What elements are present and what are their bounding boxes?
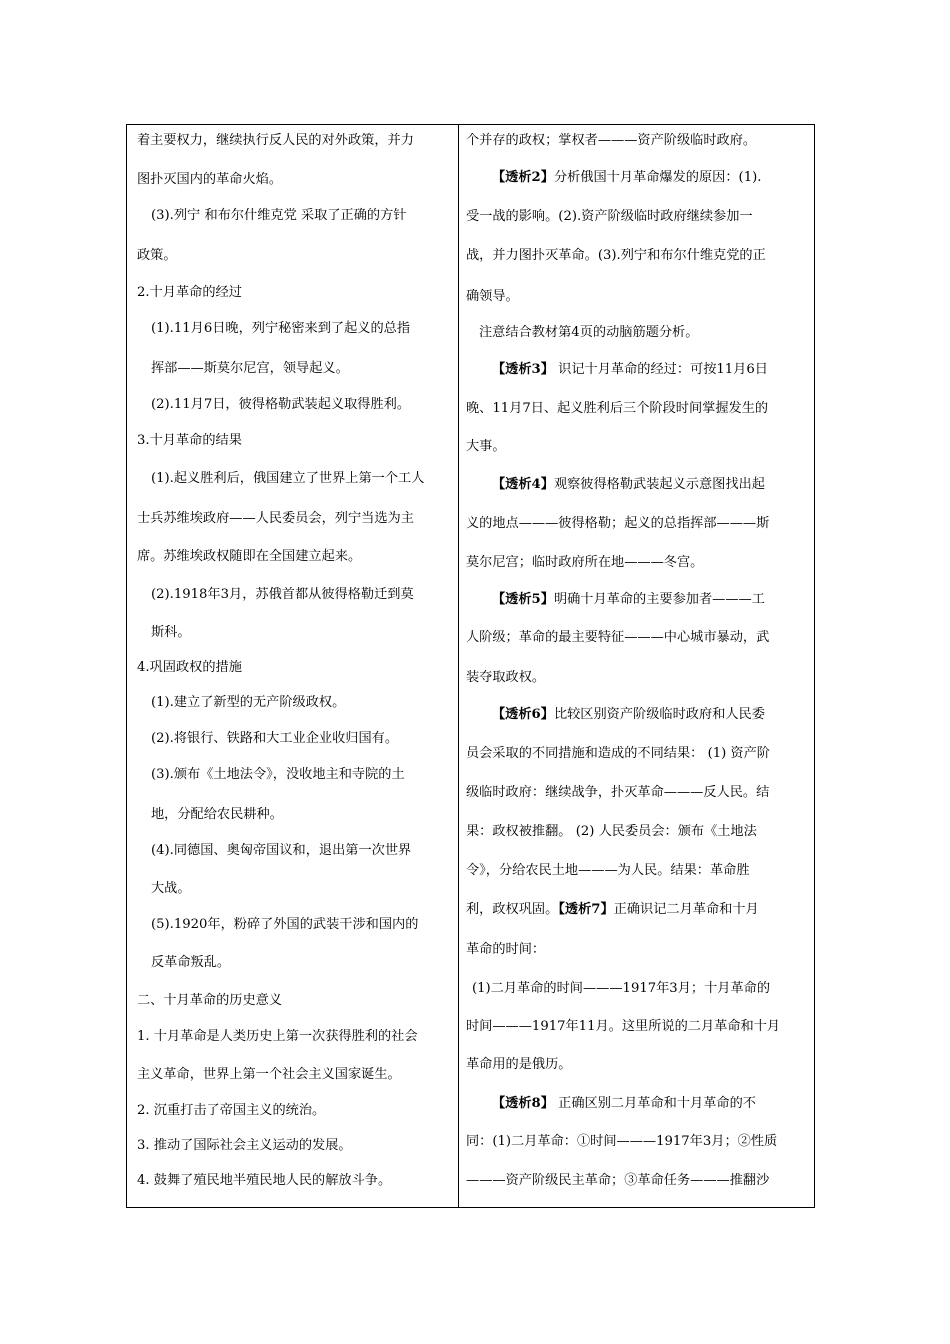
right-line — [492, 1096, 756, 1112]
right-line — [466, 209, 753, 225]
right-line — [466, 401, 768, 417]
left-line — [151, 917, 418, 933]
left-line — [151, 731, 398, 747]
line-text: (5).1920年，粉碎了外国的武装干涉和国内的 — [151, 917, 419, 932]
right-line — [466, 516, 769, 532]
line-text: 利，政权巩固。 — [466, 902, 559, 917]
line-text: 果：政权被推翻。 (2) 人民委员会：颁布《土地法 — [466, 824, 757, 839]
right-line — [492, 170, 761, 186]
line-text: 时间———1917年11月。这里所说的二月革命和十月 — [466, 1019, 781, 1034]
line-text: 受一战的影响。(2).资产阶级临时政府继续参加一 — [466, 209, 753, 224]
right-line — [466, 630, 769, 646]
right-line — [466, 824, 757, 840]
line-text: (3).列宁 和布尔什维克党 采取了正确的方针 — [151, 208, 407, 223]
left-line — [151, 208, 406, 224]
left-line — [137, 1067, 401, 1083]
right-line — [466, 1057, 572, 1073]
analysis-label: 【透析8】 — [492, 1096, 554, 1111]
line-text: 级临时政府：继续战争，扑灭革命———反人民。结 — [466, 785, 770, 800]
analysis-label: 【透析7】 — [558, 902, 614, 917]
line-text: 装夺取政权。 — [466, 670, 546, 685]
line-text: 主义革命，世界上第一个社会主义国家诞生。 — [137, 1067, 401, 1082]
left-line — [151, 843, 411, 859]
left-line — [137, 1029, 418, 1045]
left-line — [137, 549, 361, 565]
line-text: 着主要权力，继续执行反人民的对外政策，并力 — [137, 133, 414, 148]
line-text: 士兵苏维埃政府——人民委员会，列宁当选为主 — [137, 511, 414, 526]
left-line — [151, 625, 191, 641]
right-line — [466, 1173, 769, 1189]
line-text: 注意结合教材第4页的动脑筋题分析。 — [479, 325, 699, 340]
line-text: ———资产阶级民主革命；③革命任务———推翻沙 — [466, 1173, 770, 1188]
line-text: 3.十月革命的结果 — [137, 433, 242, 448]
right-line — [492, 362, 768, 378]
analysis-label: 【透析2】 — [492, 170, 554, 185]
line-text: 4.巩固政权的措施 — [137, 660, 242, 675]
line-text: 比较区别资产阶级临时政府和人民委 — [553, 707, 765, 722]
left-line — [137, 660, 242, 676]
right-line — [466, 289, 519, 305]
line-text: 政策。 — [137, 248, 177, 263]
left-line — [137, 993, 282, 1009]
right-line — [466, 439, 506, 455]
line-text: 席。苏维埃政权随即在全国建立起来。 — [137, 549, 362, 564]
line-text: 3. 推动了国际社会主义运动的发展。 — [137, 1138, 352, 1153]
right-line — [466, 863, 750, 879]
line-text: (4).同德国、奥匈帝国议和，退出第一次世界 — [151, 843, 412, 858]
line-text: 正确区别二月革命和十月革命的不 — [553, 1096, 756, 1111]
line-text: (1).建立了新型的无产阶级政权。 — [151, 695, 346, 710]
left-line — [151, 807, 283, 823]
left-line — [137, 285, 242, 301]
left-line — [137, 1138, 352, 1154]
left-line — [137, 248, 177, 264]
line-text: (1).起义胜利后，俄国建立了世界上第一个工人 — [151, 471, 425, 486]
left-line — [137, 133, 414, 149]
right-line — [466, 902, 759, 918]
right-line — [492, 707, 765, 723]
analysis-label: 【透析3】 — [492, 362, 554, 377]
line-text: 观察彼得格勒武装起义示意图找出起 — [553, 477, 765, 492]
left-line — [137, 433, 242, 449]
right-line — [479, 325, 698, 341]
analysis-label: 【透析6】 — [492, 707, 554, 722]
right-line — [466, 670, 545, 686]
line-text: 斯科。 — [151, 625, 191, 640]
line-text: 令》，分给农民土地———为人民。结果：革命胜 — [466, 863, 750, 878]
line-text: 革命用的是俄历。 — [466, 1057, 572, 1072]
line-text: 反革命叛乱。 — [151, 955, 231, 970]
line-text: 战，并力图扑灭革命。(3).列宁和布尔什维克党的正 — [466, 248, 766, 263]
line-text: (3).颁布《土地法令》，没收地主和寺院的土 — [151, 767, 405, 782]
right-line — [466, 1134, 777, 1150]
right-line — [472, 981, 770, 997]
right-line — [492, 592, 765, 608]
line-text: 明确十月革命的主要参加者———工 — [553, 592, 765, 607]
line-text: 识记十月革命的经过：可按11月6日 — [553, 362, 768, 377]
line-text: 图扑灭国内的革命火焰。 — [137, 172, 283, 187]
left-line — [151, 955, 230, 971]
line-text: 同：(1)二月革命：①时间———1917年3月；②性质 — [466, 1134, 778, 1149]
line-text: 2. 沉重打击了帝国主义的统治。 — [137, 1103, 326, 1118]
line-text: 4. 鼓舞了殖民地半殖民地人民的解放斗争。 — [137, 1173, 392, 1188]
line-text: 地，分配给农民耕种。 — [151, 807, 283, 822]
left-line — [151, 321, 410, 337]
line-text: 正确识记二月革命和十月 — [613, 902, 759, 917]
line-text: (2).11月7日，彼得格勒武装起义取得胜利。 — [151, 397, 411, 412]
line-text: 员会采取的不同措施和造成的不同结果： (1) 资产阶 — [466, 746, 770, 761]
line-text: (2).1918年3月，苏俄首都从彼得格勒迁到莫 — [151, 587, 414, 602]
left-line — [137, 511, 414, 527]
left-line — [151, 881, 191, 897]
left-line — [151, 587, 414, 603]
line-text: 二、十月革命的历史意义 — [137, 993, 283, 1008]
right-line — [492, 477, 765, 493]
line-text: 个并存的政权；掌权者———资产阶级临时政府。 — [466, 133, 757, 148]
column-divider — [458, 125, 459, 1207]
line-text: 确领导。 — [466, 289, 519, 304]
left-line — [151, 695, 345, 711]
line-text: 义的地点———彼得格勒；起义的总指挥部———斯 — [466, 516, 770, 531]
line-text: 晚、11月7日、起义胜利后三个阶段时间掌握发生的 — [466, 401, 769, 416]
line-text: 人阶级；革命的最主要特征———中心城市暴动，武 — [466, 630, 770, 645]
right-line — [466, 1019, 780, 1035]
left-line — [151, 471, 424, 487]
right-line — [466, 555, 703, 571]
line-text: 大战。 — [151, 881, 191, 896]
line-text: 2.十月革命的经过 — [137, 285, 242, 300]
right-line — [466, 785, 769, 801]
line-text: (2).将银行、铁路和大工业企业收归国有。 — [151, 731, 399, 746]
line-text: 莫尔尼宫；临时政府所在地———冬宫。 — [466, 555, 704, 570]
line-text: (1)二月革命的时间———1917年3月；十月革命的 — [472, 981, 771, 996]
analysis-label: 【透析4】 — [492, 477, 554, 492]
left-line — [151, 397, 410, 413]
line-text: 大事。 — [466, 439, 506, 454]
line-text: 分析俄国十月革命爆发的原因：(1). — [553, 170, 762, 185]
right-line — [466, 248, 766, 264]
left-line — [151, 361, 349, 377]
line-text: (1).11月6日晚，列宁秘密来到了起义的总指 — [151, 321, 411, 336]
right-line — [466, 746, 770, 762]
line-text: 挥部——斯莫尔尼宫，领导起义。 — [151, 361, 349, 376]
left-line — [137, 172, 282, 188]
line-text: 1. 十月革命是人类历史上第一次获得胜利的社会 — [137, 1029, 418, 1044]
line-text: 革命的时间： — [466, 942, 546, 957]
right-line — [466, 942, 545, 958]
content-table — [126, 124, 815, 1208]
left-line — [137, 1103, 325, 1119]
analysis-label: 【透析5】 — [492, 592, 554, 607]
right-line — [466, 133, 756, 149]
left-line — [151, 767, 405, 783]
left-line — [137, 1173, 391, 1189]
